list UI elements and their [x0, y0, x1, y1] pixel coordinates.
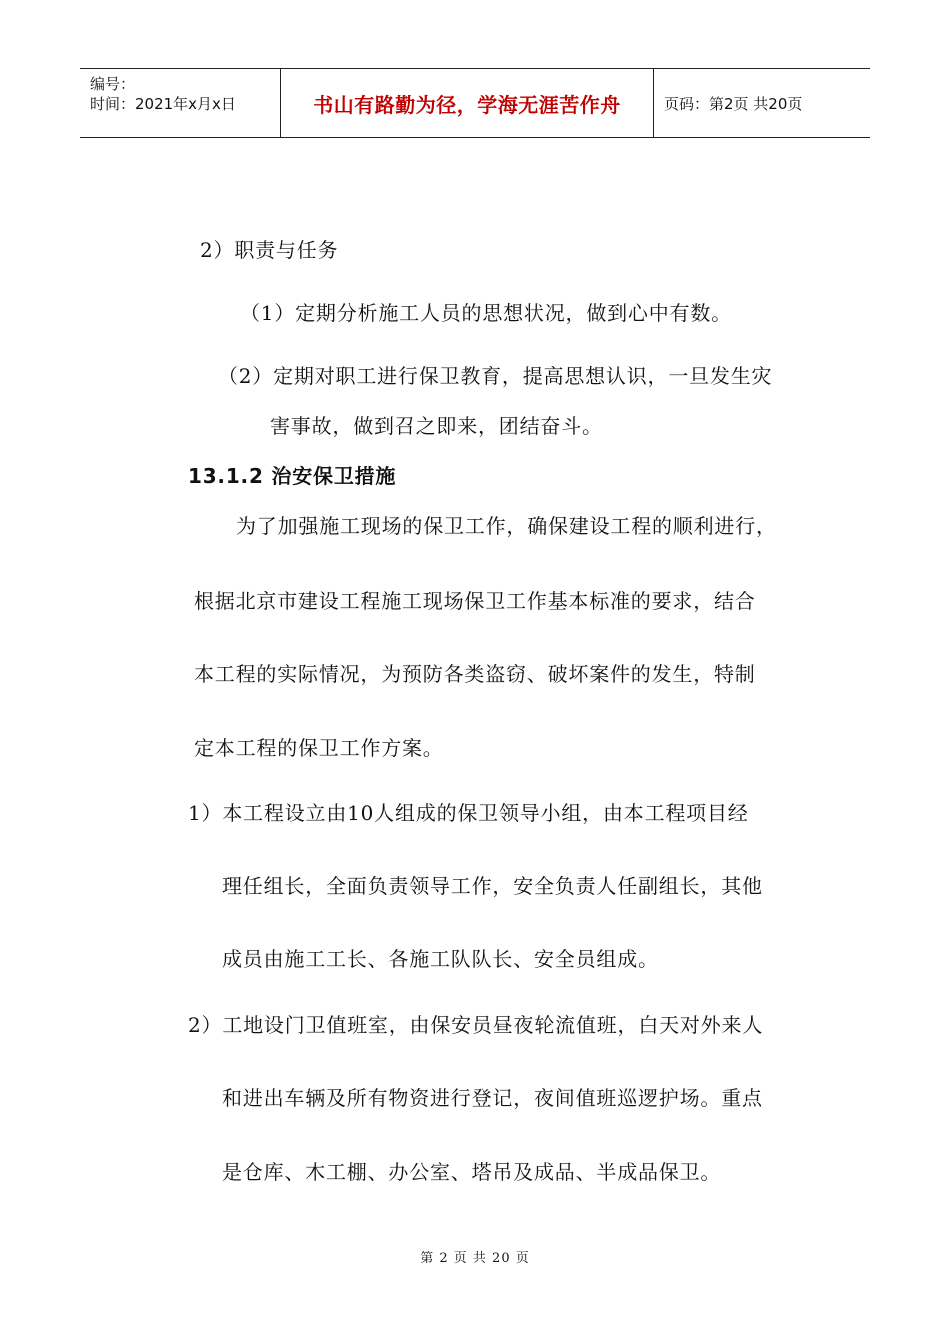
- page-label: 页码：第2页 共20页: [664, 94, 803, 113]
- paragraph-line: （1）定期分析施工人员的思想状况，做到心中有数。: [240, 301, 732, 325]
- list-item: 1）本工程设立由10人组成的保卫领导小组，由本工程项目经: [188, 801, 749, 825]
- header-motto-cell: [281, 69, 654, 137]
- code-label: 编号：: [90, 75, 136, 93]
- paragraph-line: 根据北京市建设工程施工现场保卫工作基本标准的要求，结合: [194, 589, 756, 613]
- paragraph-line: 定本工程的保卫工作方案。: [194, 736, 444, 760]
- list-item: 2）工地设门卫值班室，由保安员昼夜轮流值班，白天对外来人: [188, 1013, 764, 1037]
- page-footer: 第 2 页 共 20 页: [420, 1251, 530, 1266]
- time-label: 时间：2021年x月x日: [90, 95, 236, 113]
- paragraph-line: 为了加强施工现场的保卫工作，确保建设工程的顺利进行，: [236, 514, 777, 538]
- section-heading: 13.1.2 治安保卫措施: [188, 464, 397, 488]
- paragraph-line: 本工程的实际情况，为预防各类盗窃、破坏案件的发生，特制: [194, 662, 756, 686]
- paragraph-line: （2）定期对职工进行保卫教育，提高思想认识，一旦发生灾: [218, 364, 773, 388]
- page-header: [80, 68, 870, 138]
- paragraph-line: 害事故，做到召之即来，团结奋斗。: [270, 414, 603, 438]
- header-info-cell: [80, 69, 281, 137]
- paragraph-line: 成员由施工工长、各施工队队长、安全员组成。: [222, 947, 659, 971]
- paragraph-line: 是仓库、木工棚、办公室、塔吊及成品、半成品保卫。: [222, 1160, 722, 1184]
- list-item-heading: 2）职责与任务: [200, 238, 339, 262]
- motto-text: 书山有路勤为径，学海无涯苦作舟: [313, 92, 621, 117]
- paragraph-line: 和进出车辆及所有物资进行登记，夜间值班巡逻护场。重点: [222, 1086, 763, 1110]
- paragraph-line: 理任组长，全面负责领导工作，安全负责人任副组长，其他: [222, 874, 763, 898]
- header-page-cell: [654, 69, 870, 137]
